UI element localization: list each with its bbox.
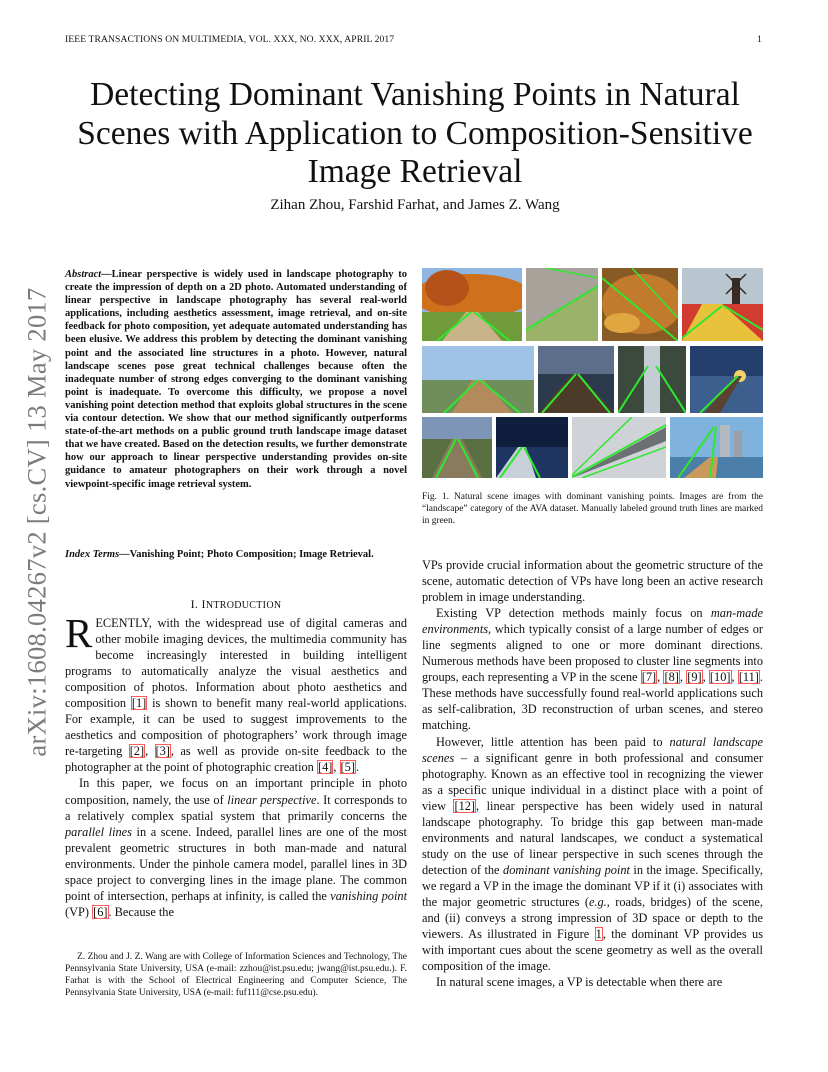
- section-heading: [65, 597, 407, 612]
- title-line-3: Image Retrieval: [307, 153, 523, 190]
- text-run: , as well as provide on-site feedback to the photographer at the point of photographic creation: [65, 744, 407, 775]
- scene-thumbnail-canal: [618, 346, 686, 413]
- text-run: , the dominant VP provides us with important cues about the scene geometry as well as the overall composition of the image.: [422, 927, 763, 974]
- title-line-1: Detecting Dominant Vanishing Points in Natural: [90, 76, 740, 113]
- scene-thumbnail-boardwalk: [422, 346, 534, 413]
- text-run: – a significant genre in both professional and consumer photography. Known as an effective tool in recognizing the viewer as a specific unique individual in a distinct place with a point of view: [422, 750, 763, 813]
- citation-link[interactable]: [6]: [93, 904, 108, 919]
- index-terms-text: —Vanishing Point; Photo Composition; Image Retrieval.: [119, 549, 374, 560]
- abstract: [65, 268, 407, 491]
- text-run: in a scene. Indeed, parallel lines are one of the most prevalent geometric structures in both man-made and natural environments. Under the pinhole camera model, parallel lines in 3D space project to converging lines in the image plane. The common point of intersection, perhaps at infinity, is called the: [65, 824, 407, 903]
- figure-1: [422, 268, 763, 478]
- text-run: ,: [657, 670, 664, 685]
- title-line-2: Scenes with Application to Composition-Sensitive: [77, 114, 753, 152]
- scene-thumbnail-pier-dusk: [538, 346, 614, 413]
- emphasis: parallel lines: [65, 824, 132, 839]
- abstract-label: Abstract: [65, 269, 102, 280]
- scene-thumbnail-sunset-jetty: [690, 346, 763, 413]
- citation-link[interactable]: [9]: [687, 670, 702, 685]
- text-run: Existing VP detection methods mainly focus on: [436, 606, 711, 621]
- text-run: ECENTLY, with the widespread use of digital cameras and other mobile imaging devices, the multimedia community has become increasingly interested in building intelligent programs to automatically analyze the visual aesthetics and composition of photos. Information about photo aesthetics and composition: [65, 616, 407, 711]
- text-run: However, little attention has been paid to: [436, 734, 670, 749]
- text-run: ,: [731, 670, 738, 685]
- text-run: ,: [679, 670, 687, 685]
- citation-link[interactable]: [10]: [709, 670, 731, 685]
- col2-paragraph-2: [422, 605, 763, 733]
- text-run: . Because the: [108, 904, 174, 919]
- col2-paragraph-1: VPs provide crucial information about the geometric structure of the scene, automatic detection of VPs have long been an active research problem in image understanding.: [422, 558, 763, 605]
- figure-1-caption: Fig. 1. Natural scene images with dominant vanishing points. Images are from the “landscape” category of the AVA dataset. Manually labeled ground truth lines are marked in green.: [422, 492, 763, 526]
- text-run: (VP): [65, 904, 93, 919]
- intro-body: [65, 610, 407, 920]
- scene-thumbnail-leaf-closeup: [602, 268, 678, 341]
- section-number: I.: [190, 597, 199, 611]
- scene-thumbnail-railway: [422, 417, 492, 478]
- emphasis: dominant vanishing point: [503, 862, 630, 877]
- emphasis: linear perspective: [227, 792, 317, 807]
- paper-title: [60, 76, 770, 192]
- scene-thumbnail-autumn-path: [422, 268, 522, 341]
- text-run: ,: [145, 744, 155, 759]
- citation-link[interactable]: [1]: [131, 696, 147, 711]
- text-run: , which typically consist of a large number of edges or line segments aligned to one or more dominant directions. Numerous methods have been proposed to cluster line segments into groups, each representing a VP in the scene: [422, 622, 763, 685]
- column-2-body: [422, 557, 763, 990]
- intro-paragraph-2: [65, 775, 407, 919]
- citation-link[interactable]: [5]: [340, 760, 355, 775]
- text-run: . These methods have successfully found real-world applications such as self-calibration, 3D reconstruction of urban scenes, and stereo matching.: [422, 670, 764, 733]
- citation-link[interactable]: [7]: [641, 670, 657, 685]
- text-run: in the image. Specifically, we regard a VP in the image the dominant VP if it (i) associates with the major geometric structures (: [422, 862, 763, 909]
- text-run: is shown to benefit many real-world applications. For example, it can be used to suggest improvements to the aesthetics and composition of photographers’ work through image re-targeting: [65, 696, 407, 759]
- text-run: ,: [333, 760, 340, 775]
- col2-paragraph-4: In natural scene images, a VP is detectable when there are: [436, 975, 723, 990]
- index-terms: [65, 548, 407, 561]
- scene-thumbnail-dock-city: [670, 417, 763, 478]
- abstract-text: —Linear perspective is widely used in landscape photography to create the impression of depth on a 2D photo. Automated understanding of linear perspective in landscape photography has several real-world applications, including aesthetics assessment, image retrieval, and on-site feedback for photo composition, yet adequate automated understanding has been elusive. We address this problem by detecting the dominant vanishing point and the associated line structures in a photo. However, natural landscape scenes pose great technical challenges because often the inadequate number of strong edges converging to the dominant vanishing point is inadequate. To overcome this difficulty, we propose a novel vanishing point detection method that exploits global structures in the scene via contour detection. We show that our method significantly outperforms state-of-the-art methods on a public ground truth landscape image dataset that we have created. Based on the detection results, we further demonstrate how our approach to linear perspective understanding provides on-site guidance to amateur photographers on their work through a novel viewpoint-specific image retrieval system.: [65, 269, 407, 490]
- arxiv-stamp-text: arXiv:1608.04267v2 [cs.CV] 13 May 2017: [21, 287, 52, 757]
- affiliation-footnote: [65, 951, 407, 999]
- citation-link[interactable]: [3]: [155, 744, 170, 759]
- footnote-text: Z. Zhou and J. Z. Wang are with College of Information Sciences and Technology, The Pennsylvania State University, USA (e-mail: zzhou@ist.psu.edu; jwang@ist.psu.edu.). F. Farhat is with the School of Electrical Engineering and Computer Science, The Pennsylvania State University, USA (e-mail: fuf111@cse.psu.edu).: [65, 952, 407, 998]
- text-run: , roads, bridges) of the scene, and (ii) conveys a strong impression of 3D space or depth to the viewers. As illustrated in Figure: [422, 894, 763, 942]
- text-run: ,: [702, 670, 709, 685]
- emphasis: vanishing point: [330, 888, 407, 903]
- col2-paragraph-3: [422, 734, 763, 975]
- text-run: , linear perspective has been widely used in natural landscape photography. To bridge this gap between man-made environments and natural landscapes, we conduct a systematical study on the use of linear perspective in such scenes through the detection of the: [422, 798, 763, 877]
- running-head: IEEE TRANSACTIONS ON MULTIMEDIA, VOL. XXX, NO. XXX, APRIL 2017: [65, 34, 395, 45]
- drop-cap: R: [65, 610, 93, 656]
- scene-thumbnail-stone-wall: [526, 268, 598, 341]
- scene-thumbnail-night-pier: [496, 417, 568, 478]
- emphasis: natural landscape scenes: [422, 734, 763, 765]
- section-title-initial: I: [201, 597, 206, 611]
- citation-link[interactable]: [2]: [129, 744, 145, 759]
- scene-thumbnail-windmill-tulips: [682, 268, 763, 341]
- arxiv-stamp: [20, 270, 54, 774]
- index-terms-label: Index Terms: [65, 549, 120, 560]
- citation-link[interactable]: [12]: [454, 798, 476, 813]
- figure-link[interactable]: 1: [595, 927, 602, 942]
- text-run: . It corresponds to a relatively complex spatial system that primarily concerns the: [65, 792, 407, 823]
- emphasis: e.g.: [588, 894, 607, 909]
- citation-link[interactable]: [11]: [738, 670, 759, 685]
- emphasis: man-made environments: [422, 606, 763, 637]
- citation-link[interactable]: [8]: [664, 670, 679, 685]
- text-run: In this paper, we focus on an important principle in photo composition, namely, the use of: [65, 776, 407, 807]
- intro-paragraph-1: [65, 610, 407, 775]
- text-run: .: [355, 760, 360, 775]
- author-list: Zihan Zhou, Farshid Farhat, and James Z. Wang: [270, 197, 560, 213]
- page-number: 1: [757, 34, 762, 45]
- citation-link[interactable]: [4]: [317, 760, 333, 775]
- section-title-rest: NTRODUCTION: [205, 600, 282, 611]
- scene-thumbnail-suspension-bridge: [572, 417, 666, 478]
